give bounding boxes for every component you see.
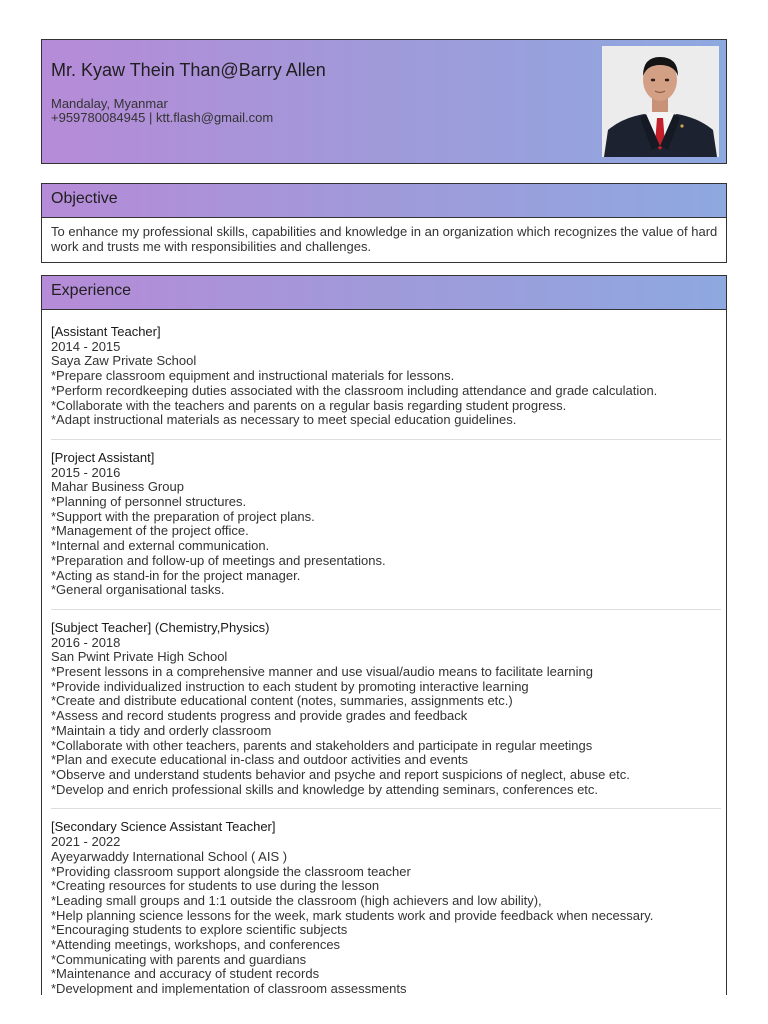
job-duty: *Plan and execute educational in-class and outdoor activities and events xyxy=(51,752,468,768)
job-duty: *Help planning science lessons for the week, mark students work and provide feedback when necessary. xyxy=(51,907,654,923)
objective-heading: Objective xyxy=(51,190,118,207)
job-duty: *Adapt instructional materials as necessary to meet special education guidelines. xyxy=(51,412,517,428)
job-duty: *Collaborate with the teachers and parents on a regular basis regarding student progress. xyxy=(51,397,567,413)
entry-divider xyxy=(51,439,721,440)
job-duty: *Providing classroom support alongside the classroom teacher xyxy=(51,863,411,879)
job-duty: *Development and implementation of classroom assessments xyxy=(51,981,407,997)
contact-location: Mandalay, Myanmar xyxy=(51,96,168,111)
job-title: [Project Assistant] xyxy=(51,449,155,465)
profile-photo xyxy=(602,46,719,157)
job-duty: *Prepare classroom equipment and instructional materials for lessons. xyxy=(51,368,455,384)
job-duty: *Acting as stand-in for the project manager. xyxy=(51,567,301,583)
job-employer: Ayeyarwaddy International School ( AIS ) xyxy=(51,848,288,864)
entry-divider xyxy=(51,609,721,610)
job-employer: Saya Zaw Private School xyxy=(51,353,197,369)
candidate-name: Mr. Kyaw Thein Than@Barry Allen xyxy=(51,60,326,80)
job-duty: *Maintenance and accuracy of student records xyxy=(51,966,320,982)
job-duty: *Planning of personnel structures. xyxy=(51,494,247,510)
job-duty: *Support with the preparation of project plans. xyxy=(51,508,315,524)
job-duty: *Maintain a tidy and orderly classroom xyxy=(51,722,272,738)
job-duty: *Perform recordkeeping duties associated with the classroom including attendance and grade calculation. xyxy=(51,382,658,398)
job-duty: *General organisational tasks. xyxy=(51,582,225,598)
job-duty: *Leading small groups and 1:1 outside the classroom (high achievers and low ability), xyxy=(51,892,542,908)
resume-header xyxy=(41,39,727,164)
experience-entry xyxy=(51,325,721,428)
job-years: 2021 - 2022 xyxy=(51,834,121,850)
job-duty: *Encouraging students to explore scientific subjects xyxy=(51,922,348,938)
experience-section xyxy=(41,275,727,995)
job-employer: San Pwint Private High School xyxy=(51,649,228,665)
job-duty: *Attending meetings, workshops, and conferences xyxy=(51,937,341,953)
contact-phone-email: +959780084945 | ktt.flash@gmail.com xyxy=(51,110,274,125)
job-title: [Subject Teacher] (Chemistry,Physics) xyxy=(51,619,270,635)
job-duty: *Present lessons in a comprehensive manner and use visual/audio means to facilitate learning xyxy=(51,664,593,680)
job-duty: *Create and distribute educational content (notes, summaries, assignments etc.) xyxy=(51,693,513,709)
experience-heading: Experience xyxy=(51,282,132,299)
job-years: 2015 - 2016 xyxy=(51,464,121,480)
job-duty: *Management of the project office. xyxy=(51,523,249,539)
profile-photo-illustration xyxy=(602,46,719,157)
experience-list xyxy=(51,325,721,997)
experience-entry xyxy=(51,621,721,797)
entry-divider xyxy=(51,808,721,809)
objective-text: To enhance my professional skills, capabilities and knowledge in an organization which recognizes the value of hard work and trusts me with responsibilities and challenges. xyxy=(51,224,718,254)
experience-entry xyxy=(51,820,721,996)
job-duty: *Assess and record students progress and provide grades and feedback xyxy=(51,708,468,724)
job-duty: *Observe and understand students behavior and psyche and report suspicions of neglect, abuse etc. xyxy=(51,766,630,782)
objective-section-header xyxy=(42,184,726,218)
job-duty: *Communicating with parents and guardians xyxy=(51,951,307,967)
job-duty: *Collaborate with other teachers, parents and stakeholders and participate in regular meetings xyxy=(51,737,593,753)
job-employer: Mahar Business Group xyxy=(51,479,184,495)
job-title: [Secondary Science Assistant Teacher] xyxy=(51,819,276,835)
objective-section xyxy=(41,183,727,263)
job-duty: *Provide individualized instruction to each student by promoting interactive learning xyxy=(51,678,529,694)
job-years: 2014 - 2015 xyxy=(51,338,121,354)
job-title: [Assistant Teacher] xyxy=(51,324,161,339)
job-duty: *Preparation and follow-up of meetings and presentations. xyxy=(51,552,386,568)
job-duty: *Develop and enrich professional skills and knowledge by attending seminars, conferences etc. xyxy=(51,781,599,797)
experience-section-header xyxy=(42,276,726,310)
job-duty: *Internal and external communication. xyxy=(51,538,270,554)
job-duty: *Creating resources for students to use during the lesson xyxy=(51,878,380,894)
experience-entry xyxy=(51,451,721,598)
job-years: 2016 - 2018 xyxy=(51,634,121,650)
